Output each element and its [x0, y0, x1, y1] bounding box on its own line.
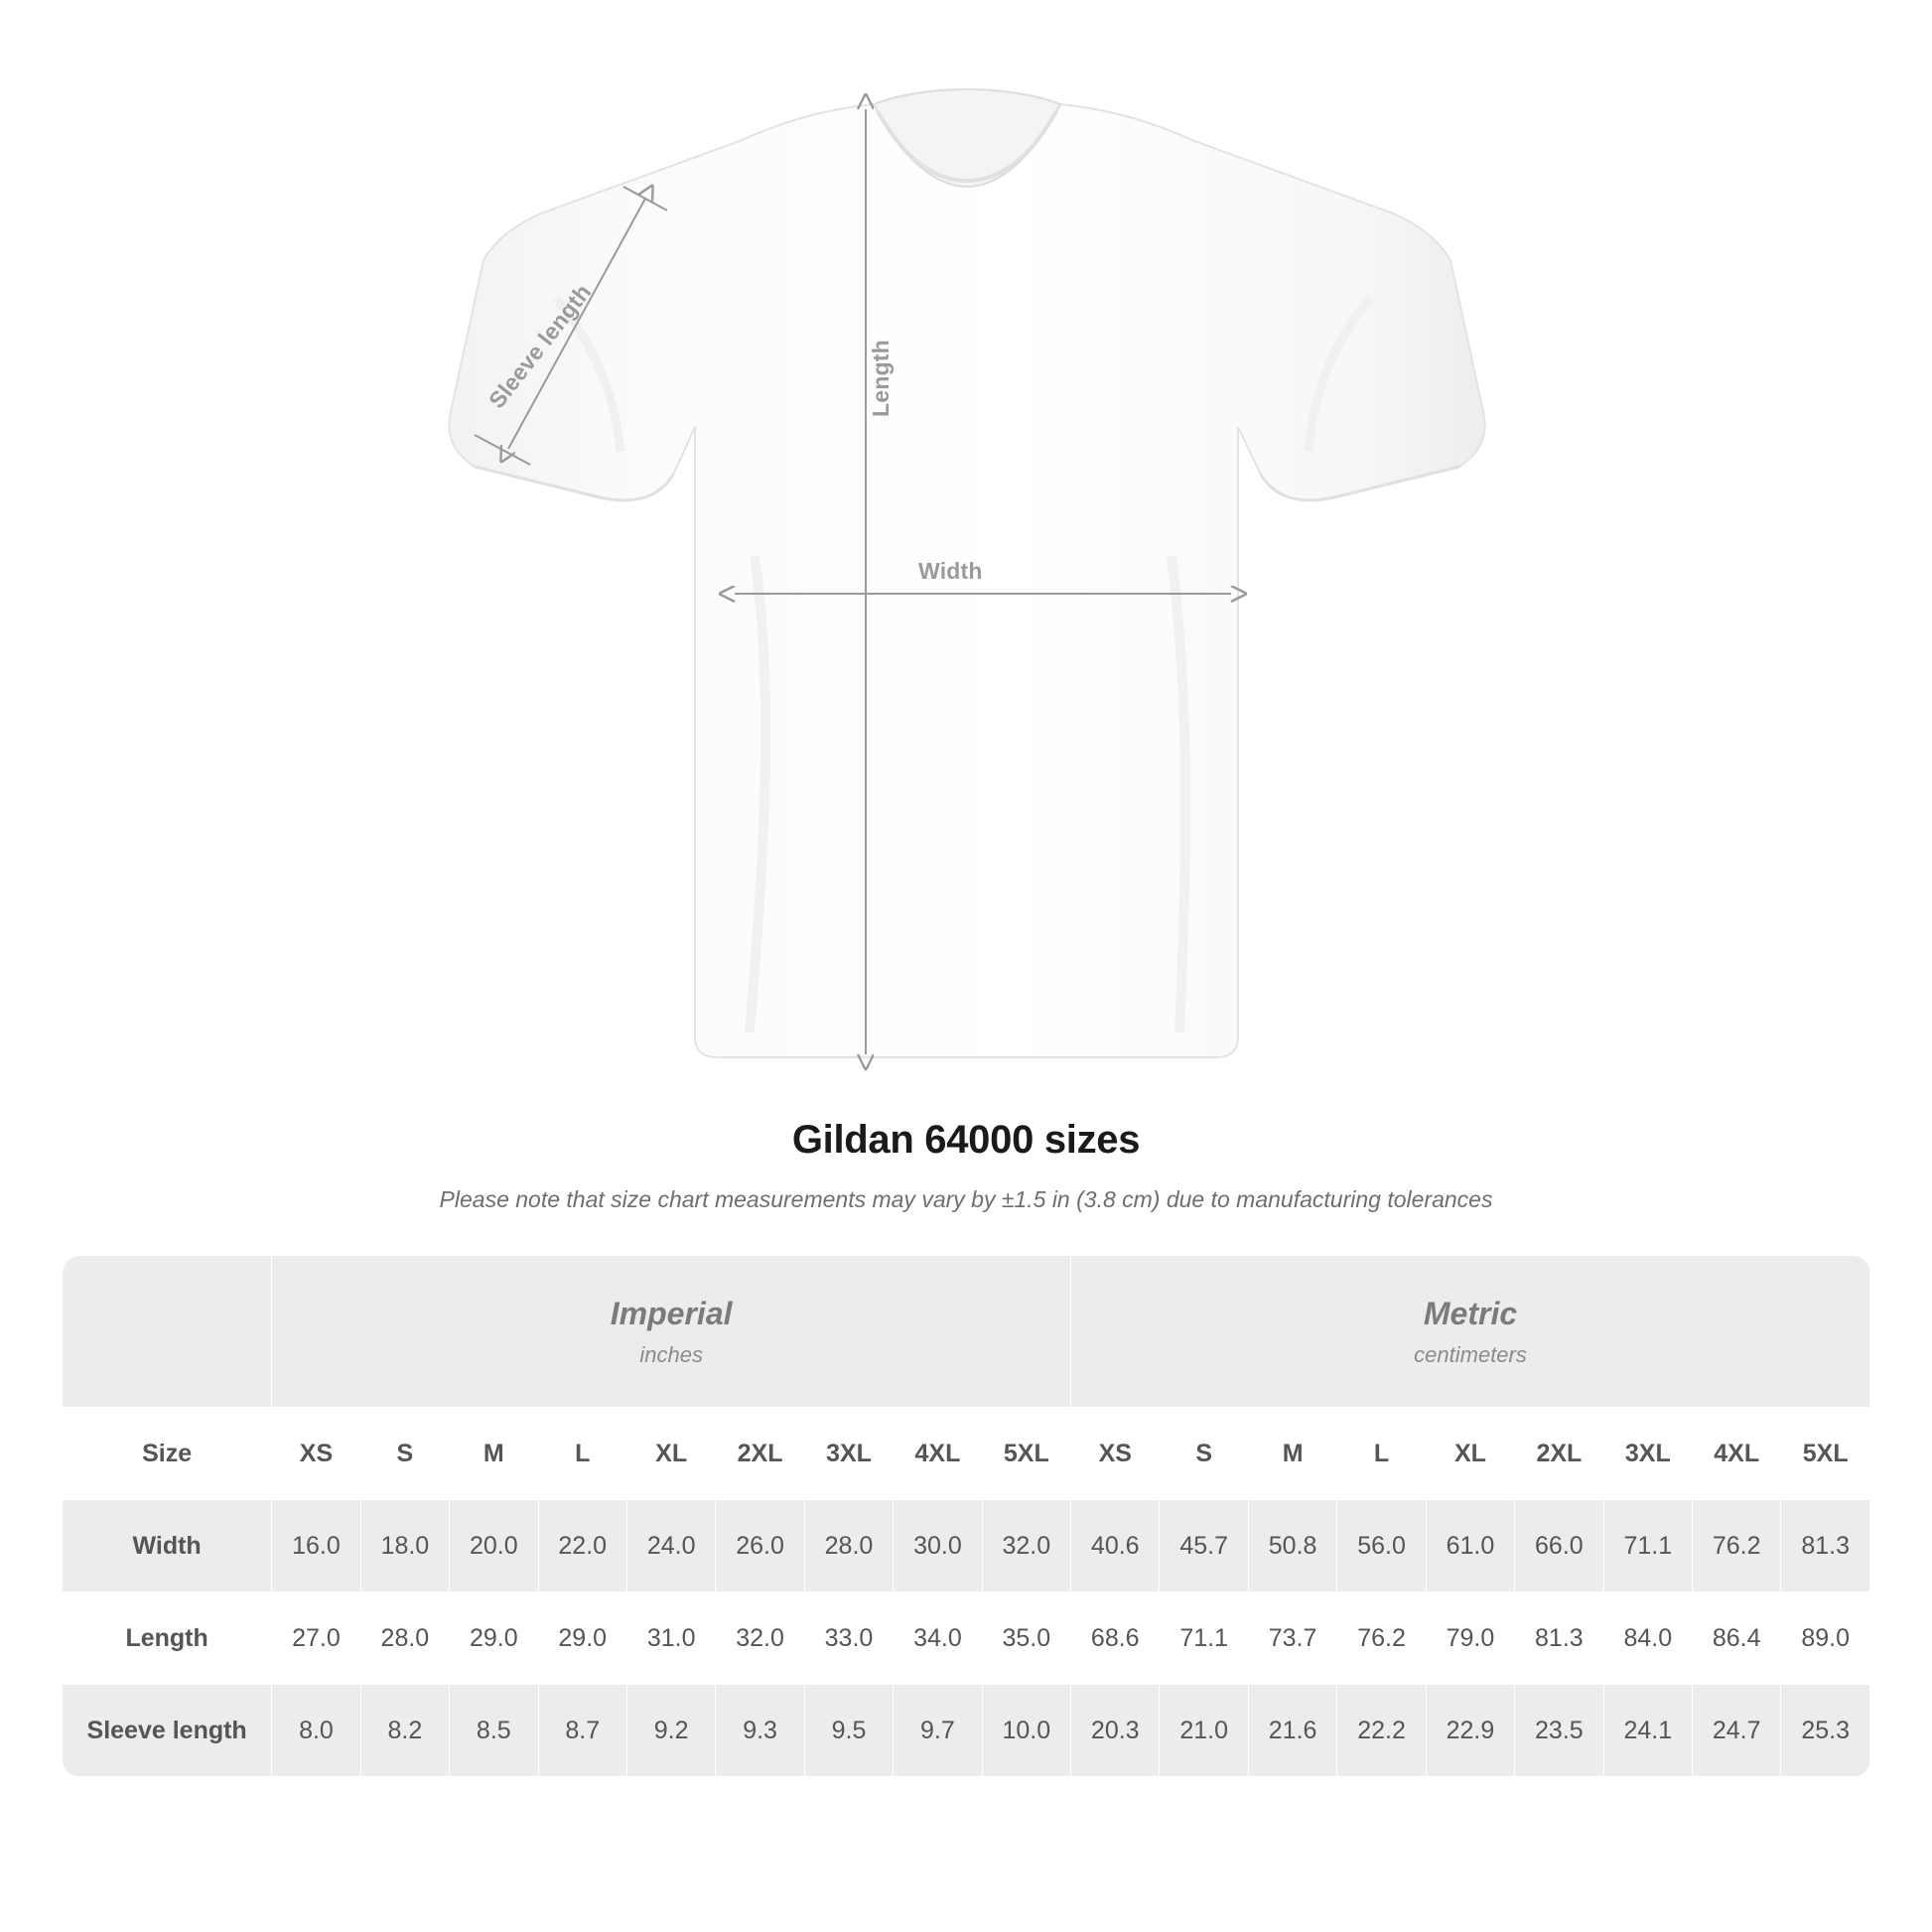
- table-row: [63, 1592, 1870, 1685]
- measurement-cell: 28.0: [804, 1500, 893, 1592]
- measurement-cell: 22.0: [538, 1500, 626, 1592]
- measurement-cell: 79.0: [1426, 1592, 1514, 1685]
- unit-subtitle: centimeters: [1414, 1341, 1527, 1367]
- measurement-cell: 31.0: [626, 1592, 715, 1685]
- measurement-cell: 61.0: [1426, 1500, 1514, 1592]
- measurement-cell: 29.0: [538, 1592, 626, 1685]
- measurement-cell: 34.0: [894, 1592, 982, 1685]
- measurement-cell: 56.0: [1337, 1500, 1426, 1592]
- table-row: [63, 1685, 1870, 1777]
- measurement-cell: 10.0: [982, 1685, 1070, 1777]
- size-header-cell: 2XL: [716, 1408, 804, 1500]
- size-header-cell: XS: [1071, 1408, 1160, 1500]
- table-size-row: [63, 1408, 1870, 1500]
- size-header-cell: 3XL: [804, 1408, 893, 1500]
- size-header-cell: 2XL: [1515, 1408, 1603, 1500]
- measurement-cell: 71.1: [1160, 1592, 1248, 1685]
- size-header-cell: L: [1337, 1408, 1426, 1500]
- measurement-cell: 30.0: [894, 1500, 982, 1592]
- size-header-cell: M: [1248, 1408, 1336, 1500]
- measurement-cell: 66.0: [1515, 1500, 1603, 1592]
- row-header-sleeve-length: Sleeve length: [63, 1685, 272, 1777]
- size-header-cell: L: [538, 1408, 626, 1500]
- size-header-cell: 5XL: [1781, 1408, 1870, 1500]
- measurement-cell: 50.8: [1248, 1500, 1336, 1592]
- measurement-cell: 71.1: [1603, 1500, 1692, 1592]
- measurement-cell: 86.4: [1693, 1592, 1781, 1685]
- measurement-cell: 8.2: [360, 1685, 449, 1777]
- measurement-cell: 21.0: [1160, 1685, 1248, 1777]
- unit-subtitle: inches: [639, 1341, 703, 1367]
- size-header-cell: XS: [272, 1408, 360, 1500]
- measurement-cell: 81.3: [1515, 1592, 1603, 1685]
- measurement-cell: 9.5: [804, 1685, 893, 1777]
- size-table-wrapper: [62, 1255, 1870, 1777]
- measurement-cell: 9.7: [894, 1685, 982, 1777]
- measurement-cell: 32.0: [716, 1592, 804, 1685]
- unit-header-blank: [63, 1256, 272, 1408]
- measurement-cell: 26.0: [716, 1500, 804, 1592]
- size-header-cell: 5XL: [982, 1408, 1070, 1500]
- measurement-cell: 24.7: [1693, 1685, 1781, 1777]
- measurement-cell: 8.7: [538, 1685, 626, 1777]
- measurement-cell: 25.3: [1781, 1685, 1870, 1777]
- row-header-size: Size: [63, 1408, 272, 1500]
- sleeve-length-label: Sleeve length: [483, 279, 597, 414]
- size-header-cell: XL: [626, 1408, 715, 1500]
- measurement-cell: 81.3: [1781, 1500, 1870, 1592]
- measurement-cell: 33.0: [804, 1592, 893, 1685]
- row-header-width: Width: [63, 1500, 272, 1592]
- measurement-cell: 21.6: [1248, 1685, 1336, 1777]
- measurement-cell: 20.0: [450, 1500, 538, 1592]
- size-header-cell: 3XL: [1603, 1408, 1692, 1500]
- measurement-cell: 45.7: [1160, 1500, 1248, 1592]
- size-header-cell: M: [450, 1408, 538, 1500]
- measurement-cell: 89.0: [1781, 1592, 1870, 1685]
- measurement-cell: 22.9: [1426, 1685, 1514, 1777]
- measurement-cell: 16.0: [272, 1500, 360, 1592]
- length-label: Length: [868, 340, 894, 417]
- measurement-cell: 29.0: [450, 1592, 538, 1685]
- measurement-cell: 22.2: [1337, 1685, 1426, 1777]
- table-row: [63, 1500, 1870, 1592]
- measurement-cell: 23.5: [1515, 1685, 1603, 1777]
- unit-header-metric: [1071, 1256, 1870, 1408]
- measurement-cell: 8.0: [272, 1685, 360, 1777]
- measurement-cell: 9.2: [626, 1685, 715, 1777]
- measurement-cell: 18.0: [360, 1500, 449, 1592]
- measurement-cell: 20.3: [1071, 1685, 1160, 1777]
- row-header-length: Length: [63, 1592, 272, 1685]
- size-header-cell: S: [360, 1408, 449, 1500]
- measurement-cell: 8.5: [450, 1685, 538, 1777]
- measurement-cell: 32.0: [982, 1500, 1070, 1592]
- size-header-cell: XL: [1426, 1408, 1514, 1500]
- chart-heading: [0, 1118, 1932, 1213]
- measurement-cell: 76.2: [1337, 1592, 1426, 1685]
- measurement-cell: 76.2: [1693, 1500, 1781, 1592]
- tolerance-note: Please note that size chart measurements may vary by ±1.5 in (3.8 cm) due to manufacturing tolerances: [439, 1186, 1493, 1212]
- unit-title: Metric: [1423, 1295, 1518, 1331]
- measurement-cell: 24.1: [1603, 1685, 1692, 1777]
- width-label: Width: [918, 558, 983, 584]
- measurement-cell: 68.6: [1071, 1592, 1160, 1685]
- measurement-cell: 9.3: [716, 1685, 804, 1777]
- measurement-cell: 84.0: [1603, 1592, 1692, 1685]
- measurement-cell: 28.0: [360, 1592, 449, 1685]
- table-unit-header-row: [63, 1256, 1870, 1408]
- measurement-cell: 27.0: [272, 1592, 360, 1685]
- size-header-cell: 4XL: [1693, 1408, 1781, 1500]
- measurement-cell: 40.6: [1071, 1500, 1160, 1592]
- unit-header-imperial: [272, 1256, 1071, 1408]
- unit-title: Imperial: [610, 1295, 733, 1331]
- measurement-cell: 24.0: [626, 1500, 715, 1592]
- measurement-cell: 73.7: [1248, 1592, 1336, 1685]
- size-header-cell: 4XL: [894, 1408, 982, 1500]
- size-table: [62, 1255, 1870, 1777]
- size-header-cell: S: [1160, 1408, 1248, 1500]
- measurement-cell: 35.0: [982, 1592, 1070, 1685]
- page-title: Gildan 64000 sizes: [791, 1118, 1141, 1162]
